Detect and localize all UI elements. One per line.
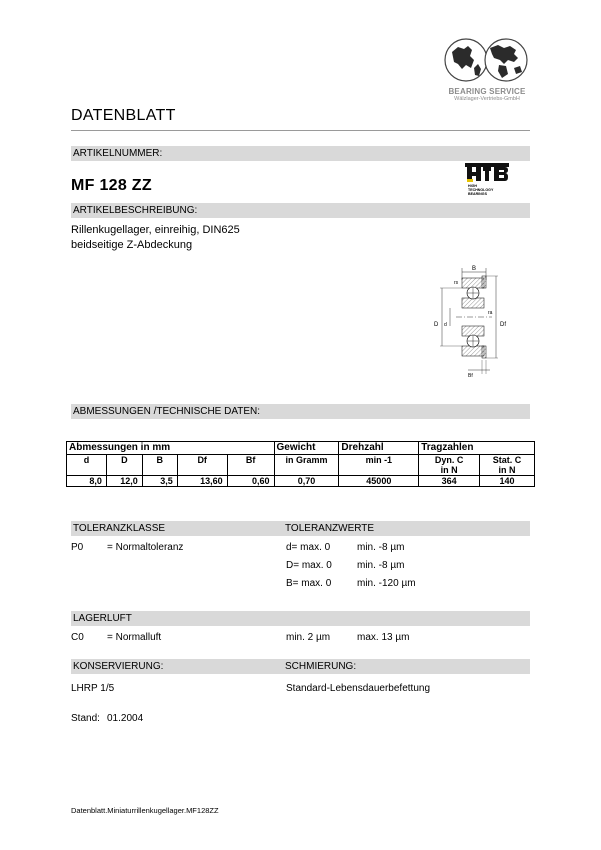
table-group-header-row bbox=[67, 442, 535, 455]
value-drehzahl: 45000 bbox=[339, 476, 419, 487]
description-line-2: beidseitige Z-Abdeckung bbox=[71, 239, 193, 251]
tolerance-class-label: TOLERANZKLASSE bbox=[73, 523, 166, 534]
lubrication-value: Standard-Lebensdauerbefettung bbox=[286, 683, 431, 694]
drawing-label-d: d bbox=[444, 322, 447, 328]
htb-brand-logo bbox=[464, 162, 510, 196]
value-stat-c: 140 bbox=[480, 476, 535, 487]
dimensions-table bbox=[66, 441, 535, 487]
table-sub-header-row bbox=[67, 455, 535, 466]
tolerance-class-desc: = Normaltoleranz bbox=[107, 542, 184, 553]
bearing-cross-section-drawing bbox=[428, 262, 520, 380]
subheader-B: B bbox=[142, 455, 177, 466]
tolerance-band bbox=[71, 521, 530, 536]
value-B: 3,5 bbox=[142, 476, 177, 487]
tolerance-row-D-min: min. -8 µm bbox=[357, 560, 405, 571]
drawing-label-ra: ra bbox=[488, 310, 493, 316]
subheader-dyn-c-unit: in N bbox=[419, 465, 480, 476]
subheader-stat-c-unit: in N bbox=[480, 465, 535, 476]
htb-brand-line-1: HIGH bbox=[468, 184, 477, 188]
header-tragzahlen: Tragzahlen bbox=[419, 442, 535, 455]
drawing-label-rs: rs bbox=[454, 280, 459, 286]
subheader-dyn-c: Dyn. C bbox=[419, 455, 480, 466]
table-row bbox=[67, 476, 535, 487]
drawing-label-Df: Df bbox=[500, 322, 506, 328]
document-title: DATENBLATT bbox=[71, 107, 176, 124]
footer-filename: Datenblatt.Miniaturrillenkugellager.MF128ZZ bbox=[71, 806, 219, 815]
preservation-lubrication-band bbox=[71, 659, 530, 674]
preservation-value: LHRP 1/5 bbox=[71, 683, 115, 694]
drawing-label-B: B bbox=[472, 266, 477, 272]
tolerance-values-label: TOLERANZWERTE bbox=[285, 523, 375, 534]
tolerance-row-D-max: D= max. 0 bbox=[286, 560, 332, 571]
description-line-1: Rillenkugellager, einreihig, DIN625 bbox=[71, 224, 240, 236]
logo-company-name: BEARING SERVICE bbox=[448, 87, 526, 96]
subheader-Bf: Bf bbox=[227, 455, 274, 466]
header-drehzahl: Drehzahl bbox=[339, 442, 419, 455]
subheader-Df: Df bbox=[177, 455, 227, 466]
article-number: MF 128 ZZ bbox=[71, 177, 152, 194]
value-Bf: 0,60 bbox=[227, 476, 274, 487]
title-divider bbox=[71, 130, 530, 131]
clearance-max: max. 13 µm bbox=[357, 632, 410, 643]
clearance-min: min. 2 µm bbox=[286, 632, 331, 643]
table-sub-header-row-2 bbox=[67, 465, 535, 476]
tolerance-row-B-max: B= max. 0 bbox=[286, 578, 332, 589]
tolerance-row-B-min: min. -120 µm bbox=[357, 578, 416, 589]
globe-logo-icon bbox=[444, 38, 530, 86]
htb-brand-line-2: TECHNOLOGY BEARINGS bbox=[468, 188, 494, 196]
value-d: 8,0 bbox=[67, 476, 107, 487]
tolerance-row-d-min: min. -8 µm bbox=[357, 542, 405, 553]
clearance-code: C0 bbox=[71, 632, 84, 643]
header-abmessungen: Abmessungen in mm bbox=[67, 442, 275, 455]
subheader-D: D bbox=[106, 455, 142, 466]
subheader-gewicht: in Gramm bbox=[274, 455, 339, 466]
subheader-stat-c: Stat. C bbox=[480, 455, 535, 466]
preservation-label: KONSERVIERUNG: bbox=[73, 661, 164, 672]
drawing-label-D: D bbox=[434, 322, 439, 328]
clearance-desc: = Normalluft bbox=[107, 632, 162, 643]
dimensions-band: ABMESSUNGEN /TECHNISCHE DATEN: bbox=[71, 404, 530, 419]
value-Df: 13,60 bbox=[177, 476, 227, 487]
value-D: 12,0 bbox=[106, 476, 142, 487]
logo-company-subtitle: Wälzlager-Vertriebs-GmbH bbox=[454, 96, 520, 102]
subheader-d: d bbox=[67, 455, 107, 466]
subheader-drehzahl: min -1 bbox=[339, 455, 419, 466]
company-logo bbox=[442, 38, 532, 108]
value-gewicht: 0,70 bbox=[274, 476, 339, 487]
article-number-band: ARTIKELNUMMER: bbox=[71, 146, 530, 161]
drawing-label-Bf: Bf bbox=[468, 373, 473, 379]
clearance-band: LAGERLUFT bbox=[71, 611, 530, 626]
stand-label: Stand: bbox=[71, 713, 100, 724]
lubrication-label: SCHMIERUNG: bbox=[285, 661, 357, 672]
tolerance-row-d-max: d= max. 0 bbox=[286, 542, 331, 553]
value-dyn-c: 364 bbox=[419, 476, 480, 487]
header-gewicht: Gewicht bbox=[274, 442, 339, 455]
description-band: ARTIKELBESCHREIBUNG: bbox=[71, 203, 530, 218]
tolerance-class-code: P0 bbox=[71, 542, 84, 553]
stand-value: 01.2004 bbox=[107, 713, 144, 724]
htb-logo-icon bbox=[464, 162, 510, 184]
